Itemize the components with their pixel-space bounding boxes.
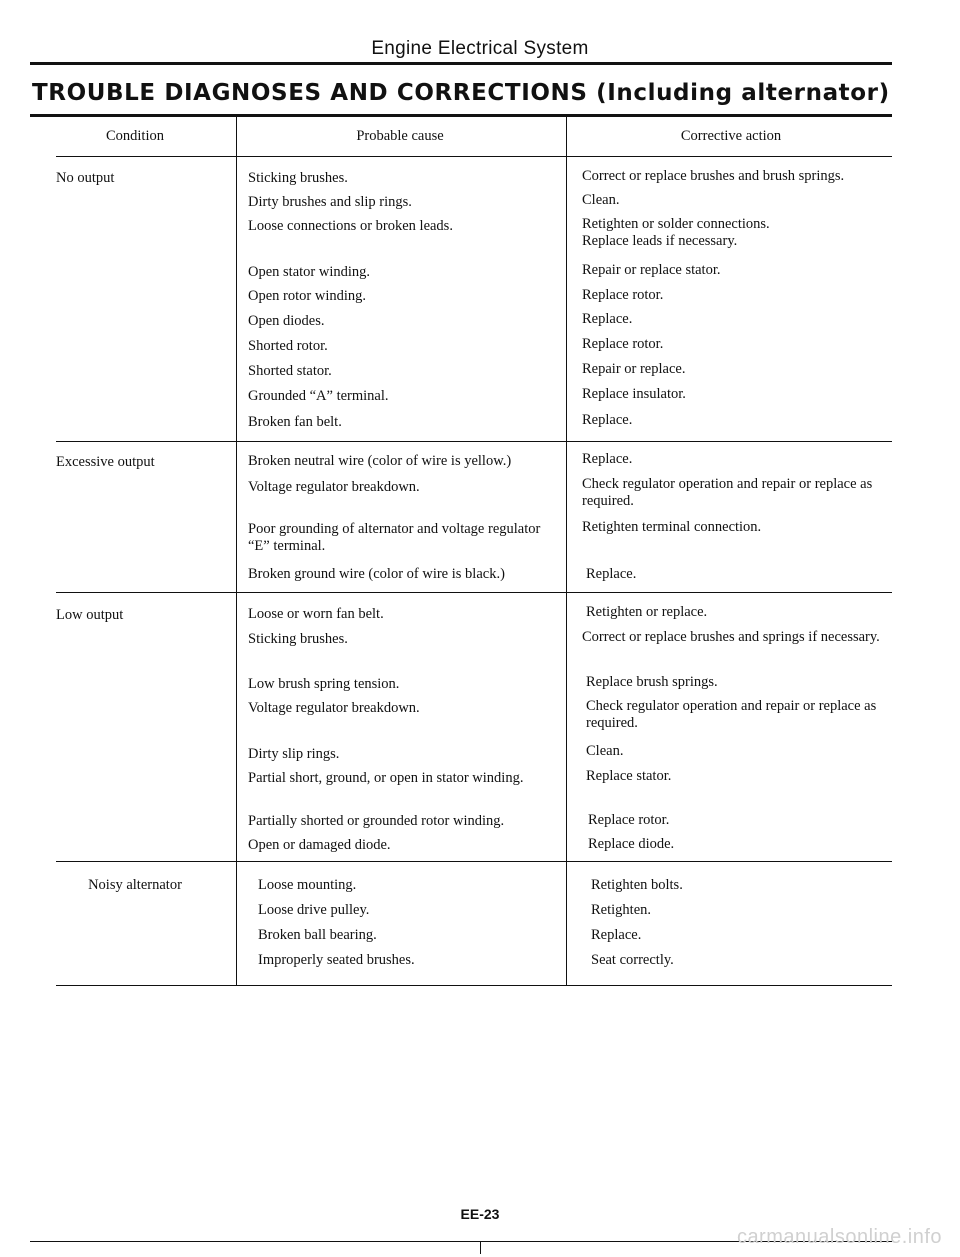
cause-item: Broken neutral wire (color of wire is yellow.) [248, 453, 512, 469]
cause-item: Broken ball bearing. [258, 927, 377, 943]
action-item: Repair or replace. [582, 361, 686, 377]
cause-item: Sticking brushes. [248, 170, 348, 186]
cause-item: Open stator winding. [248, 264, 371, 280]
action-item: Replace rotor. [588, 812, 670, 828]
cause-item: Partially shorted or grounded rotor winding. [248, 813, 505, 829]
cause-item: Low brush spring tension. [248, 676, 400, 692]
title-rule [30, 114, 892, 117]
action-item: Retighten or replace. [586, 604, 708, 620]
action-item: Replace. [582, 412, 633, 428]
column-header-action: Corrective action [680, 128, 782, 144]
cause-item: Partial short, ground, or open in stator winding. [248, 770, 524, 786]
cause-item: Loose connections or broken leads. [248, 218, 453, 234]
page-title: TROUBLE DIAGNOSES AND CORRECTIONS (Including alternator) [32, 80, 890, 106]
action-item: Check regulator operation and repair or replace as required. [582, 476, 873, 509]
column-divider-1 [236, 116, 237, 986]
header-divider [56, 156, 892, 157]
action-item: Clean. [582, 192, 620, 208]
action-item: Repair or replace stator. [582, 262, 721, 278]
watermark: carmanualsonline.info [736, 1226, 942, 1248]
condition-cell: Noisy alternator [88, 877, 182, 893]
cause-item: Dirty slip rings. [248, 746, 340, 762]
row-divider-1 [56, 441, 892, 442]
footer-tick [480, 1242, 481, 1254]
action-item: Retighten. [591, 902, 652, 918]
action-item: Retighten bolts. [591, 877, 683, 893]
header-rule [30, 62, 892, 65]
page-number: EE-23 [460, 1206, 500, 1222]
action-item: Replace diode. [588, 836, 675, 852]
cause-item: Shorted rotor. [248, 338, 328, 354]
cause-item: Shorted stator. [248, 363, 332, 379]
row-divider-2 [56, 592, 892, 593]
action-item: Replace rotor. [582, 336, 664, 352]
action-item: Replace brush springs. [586, 674, 718, 690]
cause-item: Dirty brushes and slip rings. [248, 194, 412, 210]
cause-item: Broken ground wire (color of wire is black.) [248, 566, 505, 582]
cause-item: Broken fan belt. [248, 414, 342, 430]
action-item: Retighten or solder connections. Replace leads if necessary. [582, 216, 770, 249]
action-item: Replace. [586, 566, 637, 582]
table-bottom-rule [56, 985, 892, 986]
action-item: Seat correctly. [591, 952, 674, 968]
action-item: Replace rotor. [582, 287, 664, 303]
condition-cell: Low output [56, 607, 124, 623]
column-header-cause: Probable cause [356, 128, 444, 144]
action-item: Replace. [582, 451, 633, 467]
cause-item: Sticking brushes. [248, 631, 348, 647]
cause-item: Open or damaged diode. [248, 837, 391, 853]
row-divider-3 [56, 861, 892, 862]
action-item: Replace. [582, 311, 633, 327]
column-divider-2 [566, 116, 567, 986]
action-item: Correct or replace brushes and springs if necessary. [582, 629, 880, 645]
action-item: Replace stator. [586, 768, 672, 784]
cause-item: Loose or worn fan belt. [248, 606, 384, 622]
condition-cell: No output [56, 170, 115, 186]
section-header: Engine Electrical System [371, 38, 589, 59]
cause-item: Improperly seated brushes. [258, 952, 415, 968]
cause-item: Loose drive pulley. [258, 902, 370, 918]
action-item: Correct or replace brushes and brush springs. [582, 168, 845, 184]
cause-item: Open rotor winding. [248, 288, 366, 304]
cause-item: Loose mounting. [258, 877, 357, 893]
action-item: Clean. [586, 743, 624, 759]
action-item: Replace insulator. [582, 386, 686, 402]
cause-item: Voltage regulator breakdown. [248, 700, 420, 716]
action-item: Check regulator operation and repair or replace as required. [586, 698, 877, 731]
cause-item: Grounded “A” terminal. [248, 388, 389, 404]
cause-item: Voltage regulator breakdown. [248, 479, 420, 495]
column-header-condition: Condition [105, 128, 164, 144]
cause-item: Poor grounding of alternator and voltage regulator “E” terminal. [248, 521, 541, 554]
condition-cell: Excessive output [56, 454, 155, 470]
action-item: Replace. [591, 927, 642, 943]
cause-item: Open diodes. [248, 313, 325, 329]
action-item: Retighten terminal connection. [582, 519, 762, 535]
